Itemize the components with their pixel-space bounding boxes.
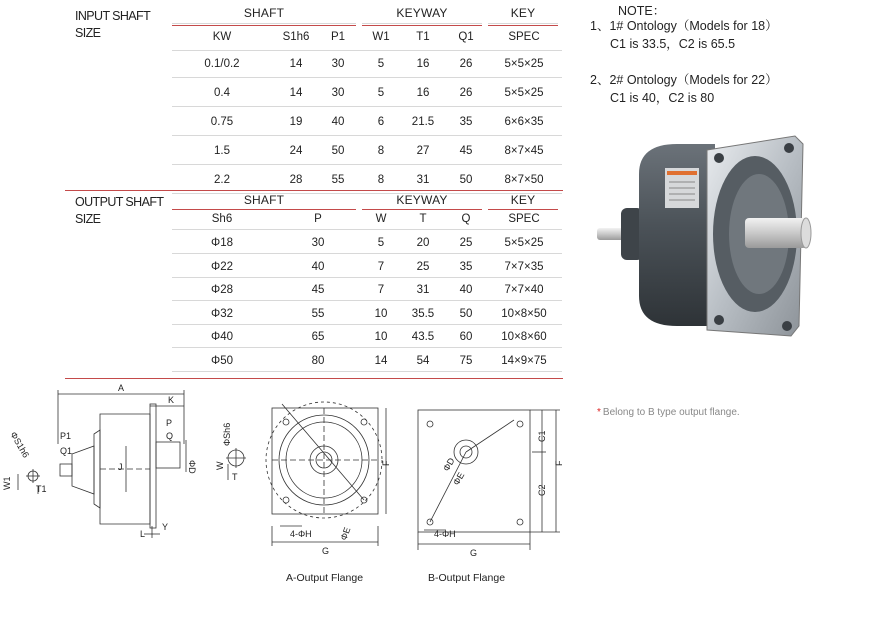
dim-W: W xyxy=(215,461,225,470)
dim-K: K xyxy=(168,395,175,405)
table-cell: 43.5 xyxy=(411,331,435,343)
table-cell: 55 xyxy=(331,174,345,186)
table-cell: 7 xyxy=(377,260,385,273)
table-cell: 26 xyxy=(459,58,473,70)
header-rule xyxy=(172,229,562,230)
a-output-flange-drawing xyxy=(262,396,412,558)
dim-D: ΦD xyxy=(187,460,197,474)
table-cell: 10×8×50 xyxy=(501,307,547,320)
dim-H: 4-ΦH xyxy=(434,529,456,539)
dim-E: ΦE xyxy=(338,525,353,542)
table-cell: 31 xyxy=(416,174,430,186)
table-cell: Φ18 xyxy=(211,237,233,249)
table-cell: 6×6×35 xyxy=(504,116,544,128)
table-cell: 30 xyxy=(311,237,325,249)
table-cell: 40 xyxy=(459,284,473,296)
input-group-rule xyxy=(488,23,558,24)
table-cell: 50 xyxy=(459,174,473,186)
row-rule xyxy=(172,371,562,372)
note-title: NOTE： xyxy=(618,4,666,18)
dim-P1: P1 xyxy=(60,431,72,441)
dim-Q1: Q1 xyxy=(60,446,73,456)
output-group-red-rule xyxy=(362,209,482,210)
input-shaft-size-label: INPUT SHAFT SIZE xyxy=(75,9,151,40)
table-cell: 28 xyxy=(289,174,303,186)
dim-Sh6: ΦSh6 xyxy=(222,422,232,446)
output-group-shaft: SHAFT xyxy=(243,193,285,207)
table-cell: Φ40 xyxy=(211,331,233,343)
table-cell: 35 xyxy=(459,116,473,128)
table-cell: 14 xyxy=(374,354,388,367)
section-divider xyxy=(65,378,563,379)
table-cell: 14 xyxy=(289,87,303,99)
b-output-flange-drawing xyxy=(410,400,580,560)
input-group-red-rule xyxy=(362,25,482,26)
dim-F: F xyxy=(381,460,391,466)
table-cell: 20 xyxy=(416,237,430,249)
table-cell: 30 xyxy=(331,87,345,99)
table-cell: 50 xyxy=(331,145,345,157)
dim-G: G xyxy=(322,546,330,556)
column-header: Sh6 xyxy=(211,213,233,225)
row-rule xyxy=(172,347,562,348)
dim-C2: C2 xyxy=(537,484,547,496)
dim-T1: T1 xyxy=(36,484,47,494)
table-cell: 0.75 xyxy=(210,116,234,128)
column-header: W1 xyxy=(372,31,390,43)
input-group-rule xyxy=(172,23,356,24)
dim-J: J xyxy=(118,462,123,472)
dim-Q: Q xyxy=(166,431,174,441)
table-cell: 75 xyxy=(459,354,473,367)
column-header: S1h6 xyxy=(282,31,310,43)
table-cell: 21.5 xyxy=(411,116,435,128)
row-rule xyxy=(172,164,562,165)
input-group-red-rule xyxy=(488,25,558,26)
table-cell: Φ50 xyxy=(211,354,233,367)
column-header: SPEC xyxy=(508,213,540,225)
table-cell: 14 xyxy=(289,58,303,70)
column-header: P1 xyxy=(330,31,346,43)
table-cell: 25 xyxy=(416,260,430,273)
table-cell: 19 xyxy=(289,116,303,128)
table-cell: 2.2 xyxy=(214,174,230,186)
table-cell: 8×7×50 xyxy=(504,174,544,186)
table-cell: 16 xyxy=(416,58,430,70)
table-cell: 10 xyxy=(374,307,388,320)
table-cell: 27 xyxy=(416,145,430,157)
column-header: T1 xyxy=(416,31,430,43)
column-header: W xyxy=(375,213,387,225)
column-header: Q1 xyxy=(458,31,474,43)
dim-T: T xyxy=(232,472,238,482)
row-rule xyxy=(172,253,562,254)
dim-P: P xyxy=(166,418,173,428)
input-group-shaft: SHAFT xyxy=(243,6,285,20)
table-cell: 8 xyxy=(377,174,385,186)
column-header: SPEC xyxy=(508,31,540,43)
dim-W1: W1 xyxy=(2,476,12,490)
table-cell: 60 xyxy=(459,331,473,343)
table-cell: 65 xyxy=(311,331,325,343)
row-rule xyxy=(172,135,562,136)
table-cell: 5×5×25 xyxy=(504,87,544,99)
dim-H: 4-ΦH xyxy=(290,529,312,539)
table-cell: 40 xyxy=(331,116,345,128)
table-cell: 1.5 xyxy=(214,145,230,157)
header-rule xyxy=(172,50,562,51)
table-cell: 5×5×25 xyxy=(504,58,544,70)
dim-E: ΦE xyxy=(451,470,467,487)
table-cell: 8×7×45 xyxy=(504,145,544,157)
flange-note-bullet: * xyxy=(597,407,601,418)
table-cell: 50 xyxy=(459,307,473,320)
output-group-red-rule xyxy=(172,209,356,210)
table-cell: 7×7×35 xyxy=(504,260,544,273)
row-rule xyxy=(172,300,562,301)
flange-note: * Belong to B type output flange. xyxy=(597,407,740,418)
table-cell: 31 xyxy=(416,284,430,296)
dim-D: ΦD xyxy=(441,456,457,473)
table-cell: 54 xyxy=(416,354,430,367)
column-header: T xyxy=(419,213,427,225)
table-cell: 8 xyxy=(377,145,385,157)
table-cell: 0.1/0.2 xyxy=(204,58,240,70)
table-cell: 26 xyxy=(459,87,473,99)
table-cell: Φ22 xyxy=(211,260,233,273)
row-rule xyxy=(172,277,562,278)
table-cell: 16 xyxy=(416,87,430,99)
output-group-keyway: KEYWAY xyxy=(396,193,448,207)
row-rule xyxy=(172,106,562,107)
dim-Y: Y xyxy=(162,522,169,532)
output-shaft-size-label: OUTPUT SHAFT SIZE xyxy=(75,195,164,226)
output-group-red-rule xyxy=(488,209,558,210)
dim-G: G xyxy=(470,548,478,558)
row-rule xyxy=(172,77,562,78)
table-cell: 7×7×40 xyxy=(504,284,544,296)
gear-motor-image xyxy=(595,130,815,345)
row-rule xyxy=(172,324,562,325)
table-cell: 10×8×60 xyxy=(501,331,547,343)
table-cell: 25 xyxy=(459,237,473,249)
dim-S1: ΦS1h6 xyxy=(8,430,32,460)
table-cell: 0.4 xyxy=(214,87,230,99)
dim-L: L xyxy=(140,529,146,539)
table-cell: 14×9×75 xyxy=(501,354,547,367)
table-cell: 30 xyxy=(331,58,345,70)
input-group-red-rule xyxy=(172,25,356,26)
table-cell: 45 xyxy=(459,145,473,157)
shaft-end-drawing xyxy=(208,418,254,488)
dim-A: A xyxy=(118,384,125,393)
column-header: Q xyxy=(461,213,471,225)
table-cell: 24 xyxy=(289,145,303,157)
b-flange-caption: B-Output Flange xyxy=(428,572,506,584)
a-flange-caption: A-Output Flange xyxy=(286,572,364,584)
column-header: KW xyxy=(212,31,232,43)
dim-F: F xyxy=(554,460,564,466)
table-cell: 5×5×25 xyxy=(504,237,544,249)
table-cell: 5 xyxy=(377,87,385,99)
table-cell: Φ28 xyxy=(211,284,233,296)
side-view-drawing xyxy=(0,384,230,554)
table-cell: 40 xyxy=(311,260,325,273)
dim-C1: C1 xyxy=(537,430,547,442)
input-group-rule xyxy=(362,23,482,24)
note-item-2: 2、2# Ontology（Models for 22） C1 is 40，C2 is 80 xyxy=(590,73,778,105)
table-cell: 35.5 xyxy=(411,307,435,320)
table-cell: 35 xyxy=(459,260,473,273)
table-cell: 5 xyxy=(377,237,385,249)
table-cell: 45 xyxy=(311,284,325,296)
output-group-key: KEY xyxy=(510,193,536,207)
input-group-key: KEY xyxy=(510,6,536,20)
note-item-1: 1、1# Ontology（Models for 18） C1 is 33.5，C2 is 65.5 xyxy=(590,19,778,51)
section-divider xyxy=(65,190,563,191)
column-header: P xyxy=(314,213,322,225)
table-cell: Φ32 xyxy=(211,307,233,320)
input-group-keyway: KEYWAY xyxy=(396,6,448,20)
table-cell: 55 xyxy=(311,307,325,320)
table-cell: 6 xyxy=(377,116,385,128)
table-cell: 10 xyxy=(374,331,388,343)
table-cell: 5 xyxy=(377,58,385,70)
table-cell: 7 xyxy=(377,284,385,296)
table-cell: 80 xyxy=(311,354,325,367)
